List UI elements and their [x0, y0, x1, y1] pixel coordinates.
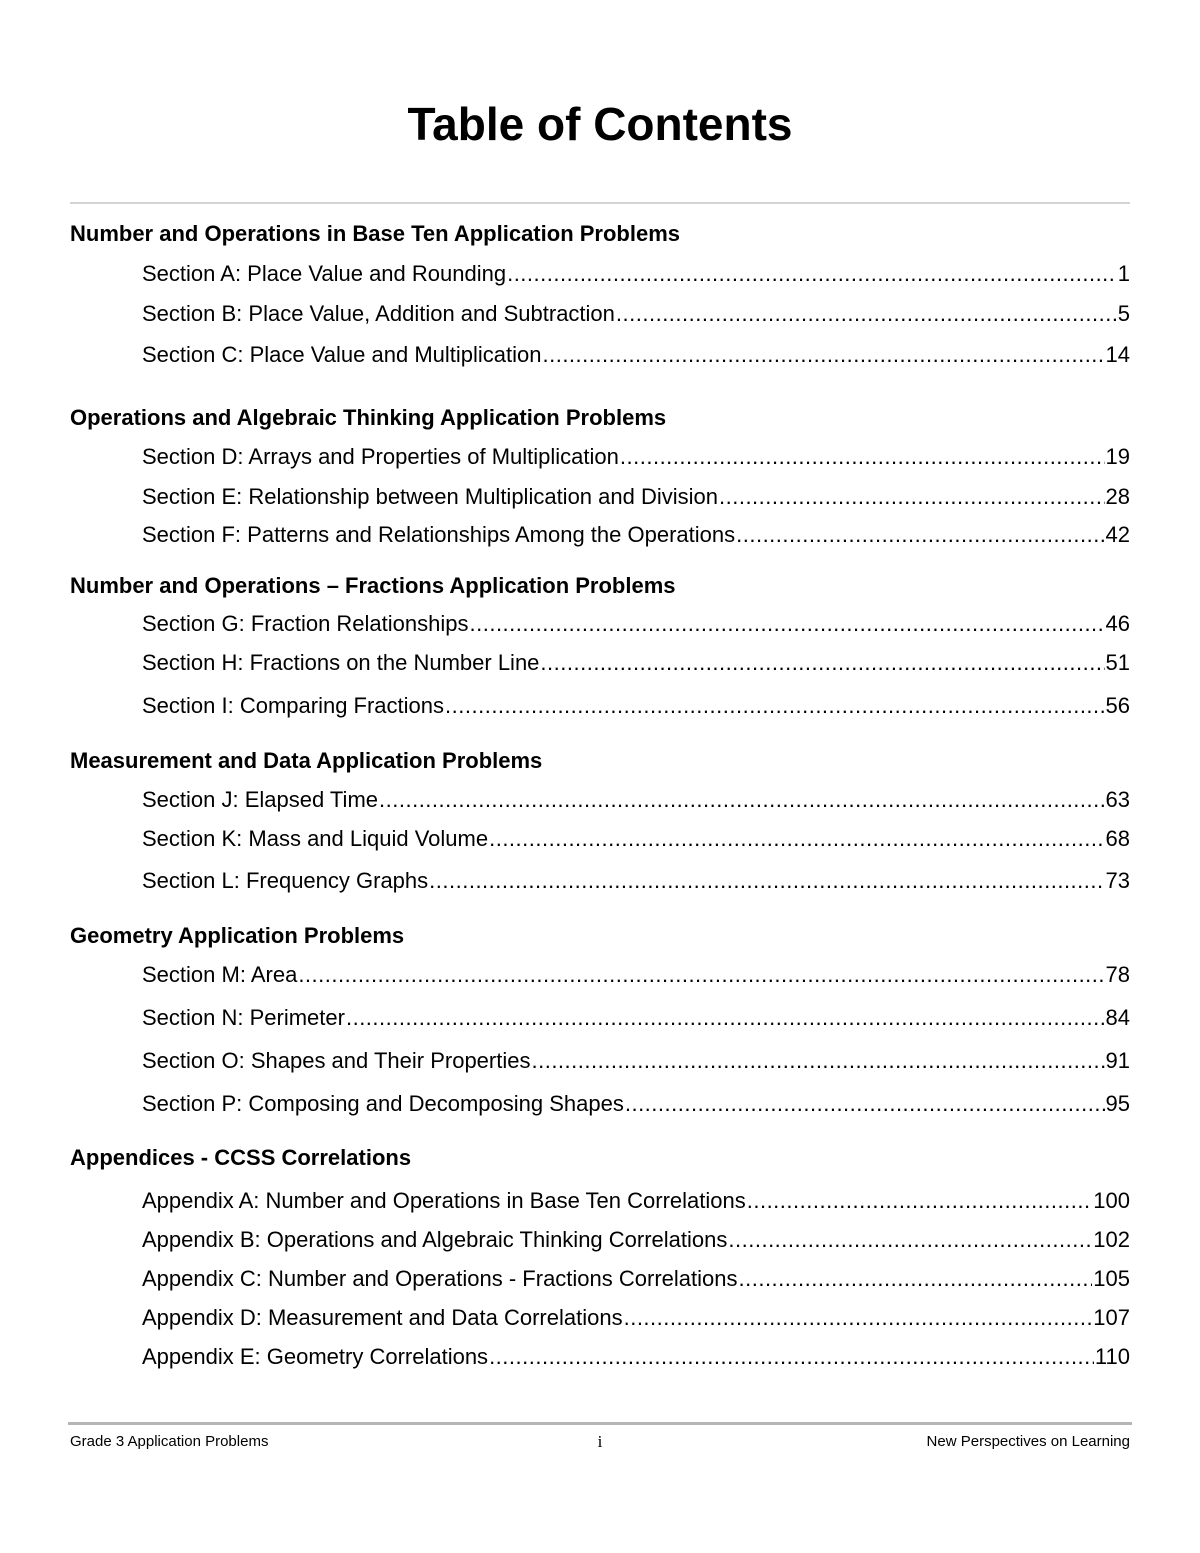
dot-leader — [298, 961, 1104, 989]
toc-entry[interactable] — [142, 692, 1130, 720]
toc-entry-page-number: 28 — [1105, 484, 1130, 509]
toc-entry[interactable] — [142, 521, 1130, 549]
toc-entry-page-number: 84 — [1105, 1005, 1130, 1030]
dot-leader — [736, 521, 1104, 549]
toc-entry-label: Section B: Place Value, Addition and Subtraction — [142, 301, 615, 326]
dot-leader — [470, 610, 1105, 638]
toc-entry-page-number: 68 — [1105, 826, 1130, 851]
toc-entry-page-number: 78 — [1105, 962, 1130, 987]
toc-entry-page-number: 19 — [1105, 444, 1130, 469]
toc-entry-label: Section O: Shapes and Their Properties — [142, 1048, 531, 1073]
dot-leader — [719, 483, 1105, 511]
toc-entry-label: Section M: Area — [142, 962, 298, 987]
section-heading: Appendices - CCSS Correlations — [70, 1145, 412, 1170]
toc-entry-page-number: 63 — [1105, 787, 1130, 812]
toc-entry-label: Section D: Arrays and Properties of Multiplication — [142, 444, 619, 469]
dot-leader — [616, 300, 1117, 328]
dot-leader — [531, 1047, 1104, 1075]
dot-leader — [489, 1343, 1094, 1371]
toc-entry-label: Section E: Relationship between Multiplication and Division — [142, 484, 718, 509]
footer-right-text: New Perspectives on Learning — [926, 1433, 1130, 1450]
toc-entry-label: Section J: Elapsed Time — [142, 787, 379, 812]
toc-entry-label: Section G: Fraction Relationships — [142, 611, 469, 636]
toc-entry-label: Appendix C: Number and Operations - Fractions Correlations — [142, 1266, 738, 1291]
dot-leader — [489, 825, 1104, 853]
toc-entry-page-number: 42 — [1105, 522, 1130, 547]
toc-entry-label: Section K: Mass and Liquid Volume — [142, 826, 489, 851]
toc-entry[interactable] — [142, 649, 1130, 677]
toc-entry-label: Section L: Frequency Graphs — [142, 868, 429, 893]
toc-entry[interactable] — [142, 825, 1130, 853]
toc-entry-label: Section C: Place Value and Multiplication — [142, 342, 542, 367]
section-heading: Number and Operations – Fractions Application Problems — [70, 573, 676, 598]
toc-entry-label: Section I: Comparing Fractions — [142, 693, 445, 718]
dot-leader — [728, 1226, 1092, 1254]
toc-entry-label: Section P: Composing and Decomposing Shapes — [142, 1091, 624, 1116]
toc-entry-page-number: 100 — [1093, 1188, 1130, 1213]
dot-leader — [540, 649, 1104, 677]
toc-entry[interactable] — [142, 786, 1130, 814]
top-divider — [70, 202, 1130, 204]
toc-entry-page-number: 46 — [1105, 611, 1130, 636]
toc-entry[interactable] — [142, 1304, 1130, 1332]
dot-leader — [747, 1187, 1093, 1215]
footer-divider — [68, 1422, 1132, 1425]
footer-left-text: Grade 3 Application Problems — [70, 1433, 269, 1450]
toc-entry-label: Section H: Fractions on the Number Line — [142, 650, 540, 675]
toc-entry-label: Appendix B: Operations and Algebraic Thinking Correlations — [142, 1227, 728, 1252]
page-title: Table of Contents — [407, 98, 793, 150]
toc-entry[interactable] — [142, 1343, 1130, 1371]
toc-entry[interactable] — [142, 483, 1130, 511]
toc-entry-label: Appendix E: Geometry Correlations — [142, 1344, 489, 1369]
dot-leader — [429, 867, 1104, 895]
toc-entry[interactable] — [142, 1090, 1130, 1118]
toc-entry-page-number: 51 — [1105, 650, 1130, 675]
toc-entry-label: Section F: Patterns and Relationships Among the Operations — [142, 522, 736, 547]
toc-entry[interactable] — [142, 1187, 1130, 1215]
toc-entry-page-number: 102 — [1093, 1227, 1130, 1252]
section-heading: Geometry Application Problems — [70, 923, 405, 948]
toc-entry-page-number: 73 — [1105, 868, 1130, 893]
toc-entry-page-number: 95 — [1105, 1091, 1130, 1116]
dot-leader — [346, 1004, 1105, 1032]
dot-leader — [625, 1090, 1105, 1118]
dot-leader — [379, 786, 1105, 814]
dot-leader — [445, 692, 1104, 720]
toc-entry[interactable] — [142, 443, 1130, 471]
dot-leader — [739, 1265, 1093, 1293]
toc-entry[interactable] — [142, 300, 1130, 328]
toc-entry[interactable] — [142, 1265, 1130, 1293]
dot-leader — [620, 443, 1105, 471]
toc-entry[interactable] — [142, 341, 1130, 369]
toc-entry[interactable] — [142, 1004, 1130, 1032]
toc-entry-page-number: 14 — [1105, 342, 1130, 367]
dot-leader — [624, 1304, 1093, 1332]
toc-entry[interactable] — [142, 260, 1130, 288]
toc-entry-page-number: 1 — [1117, 261, 1130, 286]
page-number: i — [597, 1432, 603, 1451]
toc-entry[interactable] — [142, 1226, 1130, 1254]
toc-entry-page-number: 105 — [1093, 1266, 1130, 1291]
toc-entry-label: Appendix A: Number and Operations in Base Ten Correlations — [142, 1188, 746, 1213]
section-heading: Measurement and Data Application Problems — [70, 748, 543, 773]
section-heading: Operations and Algebraic Thinking Application Problems — [70, 405, 667, 430]
toc-entry-page-number: 107 — [1093, 1305, 1130, 1330]
toc-entry[interactable] — [142, 610, 1130, 638]
toc-entry-label: Appendix D: Measurement and Data Correlations — [142, 1305, 623, 1330]
toc-entry-page-number: 56 — [1105, 693, 1130, 718]
toc-entry-page-number: 110 — [1094, 1344, 1130, 1369]
toc-entry[interactable] — [142, 867, 1130, 895]
section-heading: Number and Operations in Base Ten Application Problems — [70, 221, 680, 246]
toc-entry-page-number: 91 — [1105, 1048, 1130, 1073]
toc-entry-label: Section N: Perimeter — [142, 1005, 345, 1030]
dot-leader — [507, 260, 1117, 288]
toc-entry[interactable] — [142, 1047, 1130, 1075]
toc-entry-page-number: 5 — [1117, 301, 1130, 326]
dot-leader — [542, 341, 1104, 369]
toc-entry-label: Section A: Place Value and Rounding — [142, 261, 507, 286]
toc-entry[interactable] — [142, 961, 1130, 989]
